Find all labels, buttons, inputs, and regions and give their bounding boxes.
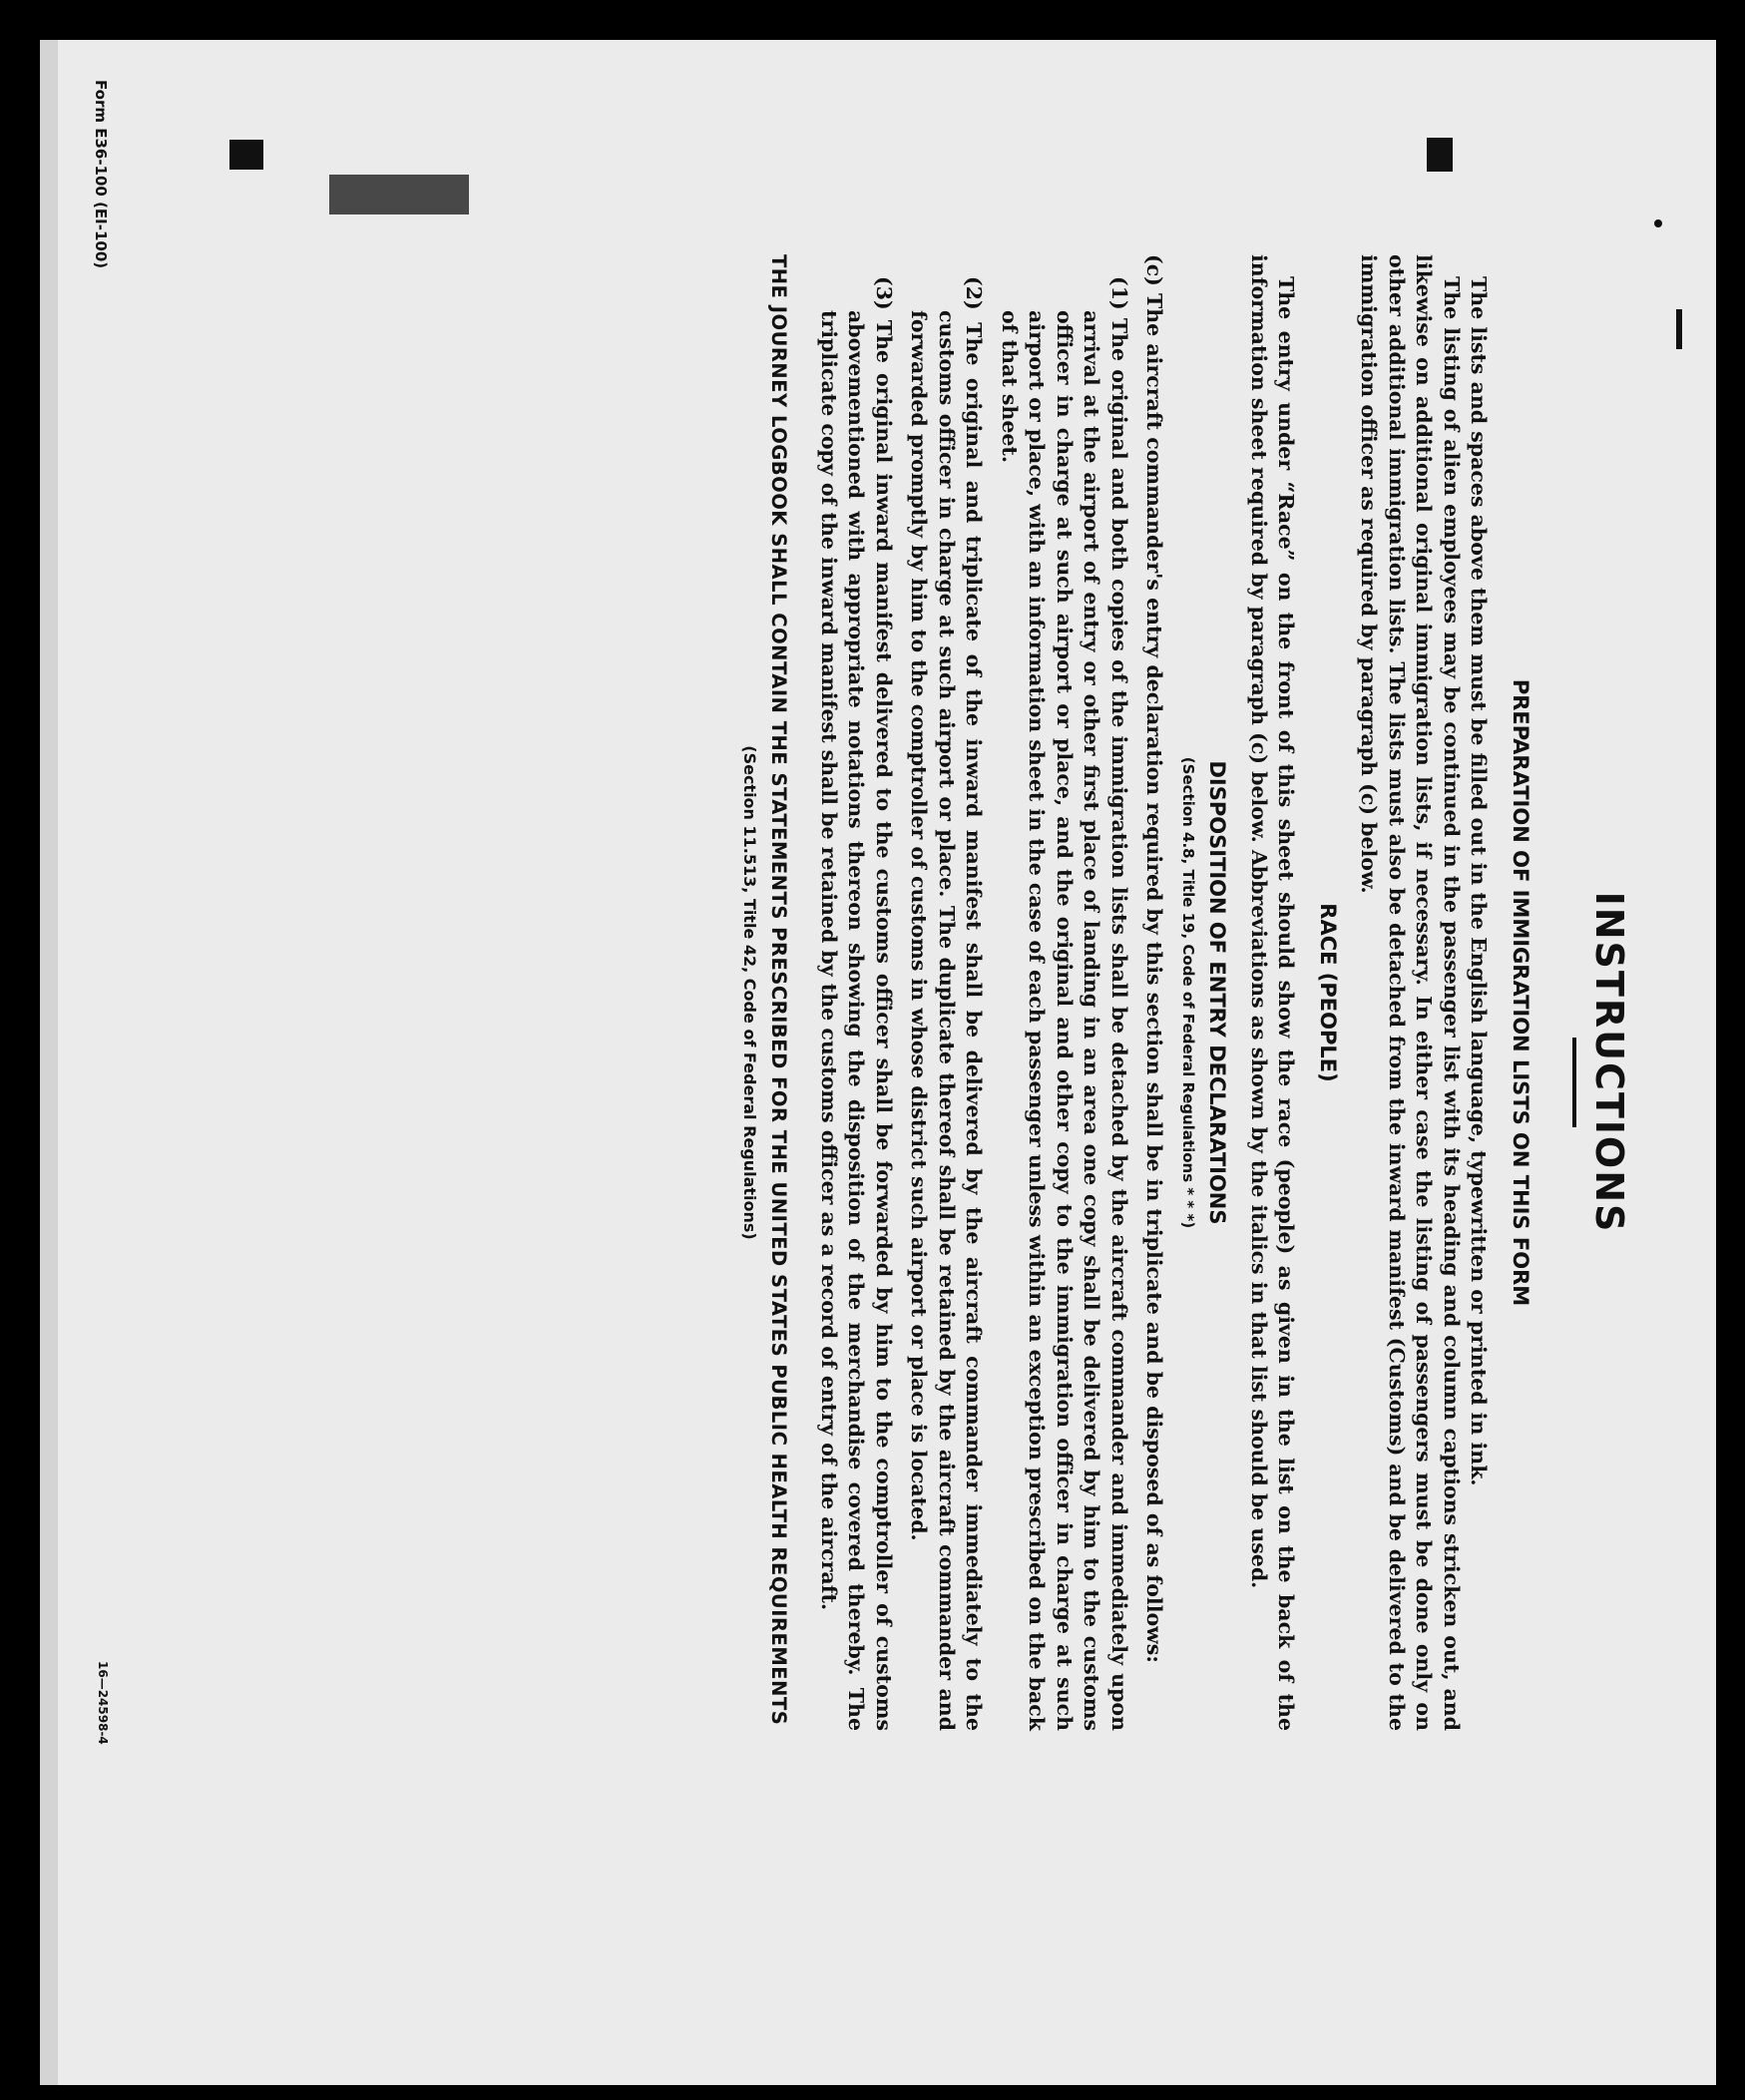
instructions-body bbox=[736, 254, 1542, 1731]
disposition-paragraph-c: (c) The aircraft commander's entry declaration required by this section shall be in triplicate and be disposed of as follows: bbox=[1142, 254, 1167, 1663]
journey-logbook-citation: (Section 11.513, Title 42, Code of Federal Regulations) bbox=[740, 745, 759, 1240]
title-underline bbox=[1572, 1038, 1576, 1127]
disposition-citation: (Section 4.8, Title 19, Code of Federal Regulations * * *) bbox=[1179, 756, 1197, 1229]
preparation-heading: PREPARATION OF IMMIGRATION LISTS ON THIS FORM bbox=[1509, 678, 1532, 1307]
preparation-paragraph-1: The lists and spaces above them must be filled out in the English language, typewritten or printed in ink. bbox=[1467, 276, 1492, 1486]
disposition-item-2: (2) The original and triplicate of the inward manifest shall be delivered by the aircraft commander immediately to the customs officer in charge at such airport or place. The duplicate thereof shall be retained by the aircraft commander and forwarded promptly by him to the comptroller of customs in whose district such airport or place is located. bbox=[907, 276, 987, 1731]
journey-logbook-statement: THE JOURNEY LOGBOOK SHALL CONTAIN THE STATEMENTS PRESCRIBED FOR THE UNITED STATES PUBLIC HEALTH REQUIREMENTS bbox=[767, 254, 791, 1726]
race-heading: RACE (PEOPLE) bbox=[1316, 903, 1340, 1082]
race-section bbox=[1245, 254, 1342, 1731]
race-paragraph: The entry under “Race” on the front of this sheet should show the race (people) as given in the list on the back of the information sheet required by paragraph (c) below. Abbreviations as shown by the italics in that list should be used. bbox=[1247, 254, 1299, 1731]
disposition-section bbox=[815, 254, 1231, 1731]
disposition-item-3: (3) The original inward manifest delivered to the customs officer shall be forwarded by him to the comptroller of customs abovementioned with appropriate notations thereon showing the disposition of the merchandise covered thereby. The triplicate copy of the inward manifest shall be retained by the customs officer as a record of entry of the aircraft. bbox=[817, 276, 896, 1731]
form-number: Form E36-100 (EI-100) bbox=[92, 80, 110, 269]
disposition-heading: DISPOSITION OF ENTRY DECLARATIONS bbox=[1205, 760, 1230, 1225]
preparation-paragraph-2: The listing of alien employees may be continued in the passenger list with its heading and column captions stricken out, and likewise on additional original immigration lists, if necessary. In either case the listing of passengers must be done only on other additional immigration lists. The lists must also be detached from the inward manifest (Customs) and be delivered to the immigration officer as required by paragraph (c) below. bbox=[1357, 254, 1464, 1731]
rotated-instructions-page bbox=[40, 40, 1716, 2085]
disposition-item-1: (1) The original and both copies of the immigration lists shall be detached by the aircraft commander and immediately upon arrival at the airport of entry or other first place of landing in an area one copy shall be delivered by him to the customs officer in charge at such airport or place, and the original and other copy to the immigration officer in charge at such airport or place, with an information sheet in the case of each passenger unless within an exception prescribed on the back of that sheet. bbox=[998, 276, 1131, 1731]
page-title: INSTRUCTIONS bbox=[1587, 891, 1631, 1234]
print-code: 16—24598-4 bbox=[96, 1661, 110, 1745]
document-sheet bbox=[40, 40, 1716, 2085]
